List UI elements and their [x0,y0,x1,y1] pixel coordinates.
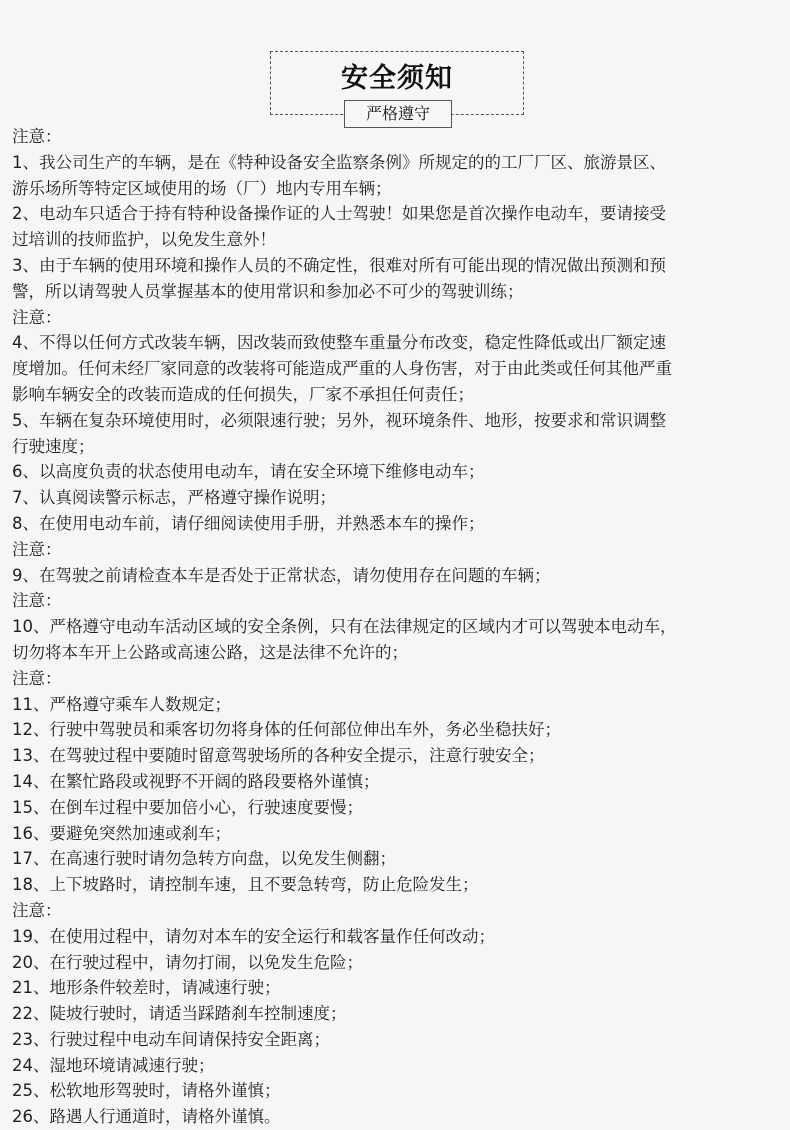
notice-line: 13、在驾驶过程中要随时留意驾驶场所的各种安全提示，注意行驶安全； [12,746,545,766]
notice-heading: 注意： [12,127,62,146]
notice-line: 12、行驶中驾驶员和乘客切勿将身体的任何部位伸出车外，务必坐稳扶好； [12,720,561,740]
notice-line: 9、在驾驶之前请检查本车是否处于正常状态，请勿使用存在问题的车辆； [12,565,551,585]
notice-line: 5、车辆在复杂环境使用时，必须限速行驶；另外，视环境条件、地形，按要求和常识调整 [12,410,666,430]
notice-line: 4、不得以任何方式改装车辆，因改装而致使整车重量分布改变，稳定性降低或出厂额定速 [12,333,666,353]
notice-line: 1、我公司生产的车辆，是在《特种设备安全监察条例》所规定的的工厂厂区、旅游景区、 [12,152,666,172]
notice-line: 21、地形条件较差时，请减速行驶； [12,978,281,998]
notice-line: 15、在倒车过程中要加倍小心，行驶速度要慢； [12,797,363,817]
notice-line: 7、认真阅读警示标志，严格遵守操作说明； [12,488,336,508]
notice-line: 20、在行驶过程中，请勿打闹，以免发生危险； [12,952,363,972]
notice-line: 影响车辆安全的改装而造成的任何损失，厂家不承担任何责任； [12,384,474,404]
notice-line: 26、路遇人行通道时，请格外谨慎。 [12,1107,281,1127]
notice-line: 11、严格遵守乘车人数规定； [12,694,231,714]
notice-heading: 注意： [12,539,62,559]
notice-line: 23、行驶过程中电动车间请保持安全距离； [12,1029,330,1049]
notice-line: 过培训的技师监护，以免发生意外！ [12,230,276,250]
notice-line: 25、松软地形驾驶时，请格外谨慎； [12,1081,281,1101]
page-title: 安全须知 [341,63,453,94]
notice-line: 度增加。任何未经厂家同意的改装将可能造成严重的人身伤害，对于由此类或任何其他严重 [12,359,672,379]
notice-line: 切勿将本车开上公路或高速公路，这是法律不允许的； [12,642,408,662]
notice-heading: 注意： [12,668,62,688]
notice-line: 14、在繁忙路段或视野不开阔的路段要格外谨慎； [12,771,380,791]
notice-line: 游乐场所等特定区域使用的场（厂）地内专用车辆； [12,178,392,198]
notice-heading: 注意： [12,900,62,920]
notice-line: 10、严格遵守电动车活动区域的安全条例，只有在法律规定的区域内才可以驾驶本电动车， [12,617,677,637]
notice-line: 17、在高速行驶时请勿急转方向盘，以免发生侧翻； [12,849,396,869]
notice-line: 3、由于车辆的使用环境和操作人员的不确定性，很难对所有可能出现的情况做出预测和预 [12,255,666,275]
notice-line: 19、在使用过程中，请勿对本车的安全运行和载客量作任何改动； [12,926,495,946]
notice-line: 行驶速度； [12,436,95,456]
subtitle-badge: 严格遵守 [344,100,452,128]
notice-line: 22、陡坡行驶时，请适当踩踏刹车控制速度； [12,1004,347,1024]
notice-line: 6、以高度负责的状态使用电动车，请在安全环境下维修电动车； [12,462,485,482]
notice-heading: 注意： [12,307,62,327]
notice-body [12,124,784,1130]
notice-line: 8、在使用电动车前，请仔细阅读使用手册，并熟悉本车的操作； [12,513,485,533]
notice-line: 24、湿地环境请减速行驶； [12,1055,215,1075]
notice-line: 2、电动车只适合于持有特种设备操作证的人士驾驶！如果您是首次操作电动车，要请接受 [12,204,666,224]
notice-line: 16、要避免突然加速或刹车； [12,823,231,843]
title-box [270,51,524,123]
notice-line: 18、上下坡路时，请控制车速，且不要急转弯，防止危险发生； [12,875,479,895]
notice-line: 警，所以请驾驶人员掌握基本的使用常识和参加必不可少的驾驶训练； [12,281,524,301]
notice-heading: 注意： [12,591,62,611]
